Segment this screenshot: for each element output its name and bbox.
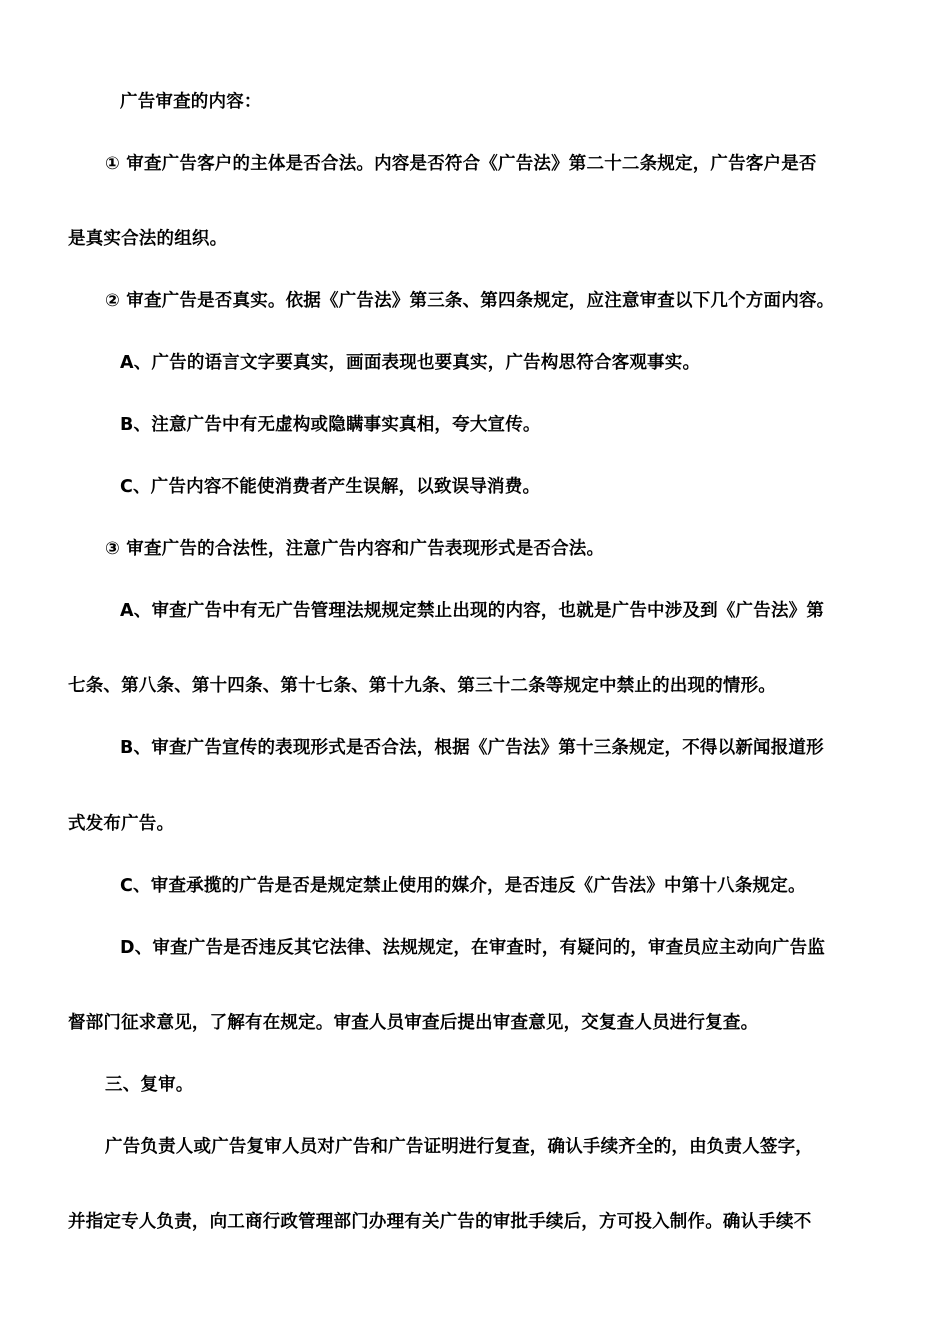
paragraph-line-14: 督部门征求意见，了解有在规定。审查人员审查后提出审查意见，交复查人员进行复查。 [68,1013,759,1033]
paragraph-line-1: ① 审查广告客户的主体是否合法。内容是否符合《广告法》第二十二条规定，广告客户是否 [105,154,817,174]
paragraph-line-10: B、审查广告宣传的表现形式是否合法，根据《广告法》第十三条规定，不得以新闻报道形 [120,738,824,758]
paragraph-line-8: A、审查广告中有无广告管理法规规定禁止出现的内容，也就是广告中涉及到《广告法》第 [120,601,825,621]
paragraph-line-3: ② 审查广告是否真实。依据《广告法》第三条、第四条规定，应注意审查以下几个方面内容。 [105,291,835,311]
heading-review-content: 广告审查的内容： [120,92,262,112]
paragraph-line-11: 式发布广告。 [68,814,175,834]
paragraph-line-13: D、审查广告是否违反其它法律、法规规定，在审查时，有疑问的，审查员应主动向广告监 [120,938,826,958]
paragraph-line-9: 七条、第八条、第十四条、第十七条、第十九条、第三十二条等规定中禁止的出现的情形。 [68,676,776,696]
section-heading-recheck: 三、复审。 [105,1075,194,1095]
paragraph-line-12: C、审查承揽的广告是否是规定禁止使用的媒介，是否违反《广告法》中第十八条规定。 [120,876,806,896]
paragraph-line-4: A、广告的语言文字要真实，画面表现也要真实，广告构思符合客观事实。 [120,353,701,373]
paragraph-line-16: 广告负责人或广告复审人员对广告和广告证明进行复查，确认手续齐全的，由负责人签字， [105,1137,813,1157]
paragraph-line-6: C、广告内容不能使消费者产生误解，以致误导消费。 [120,477,541,497]
paragraph-line-17: 并指定专人负责，向工商行政管理部门办理有关广告的审批手续后，方可投入制作。确认手续不 [68,1212,812,1232]
paragraph-line-5: B、注意广告中有无虚构或隐瞒事实真相，夸大宣传。 [120,415,541,435]
paragraph-line-2: 是真实合法的组织。 [68,229,228,249]
paragraph-line-7: ③ 审查广告的合法性，注意广告内容和广告表现形式是否合法。 [105,539,605,559]
